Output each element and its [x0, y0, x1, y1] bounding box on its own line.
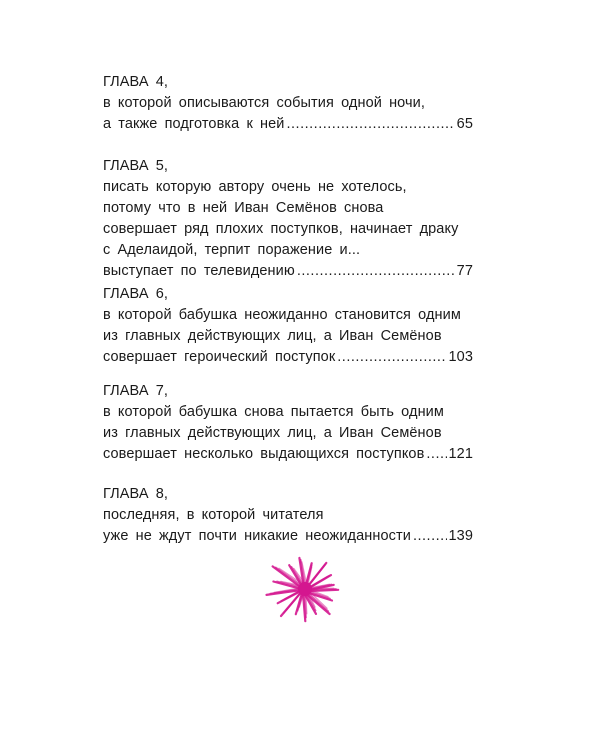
chapter-heading: ГЛАВА 4,: [103, 74, 169, 90]
toc-entry-chapter-7[interactable]: [103, 381, 473, 465]
toc-entry-chapter-8[interactable]: [103, 484, 473, 547]
chapter-description-line: из главных действующих лиц, а Иван Семёнов: [103, 425, 442, 441]
chapter-description-line: в которой описываются события одной ночи,: [103, 95, 426, 111]
chapter-description-line: совершает несколько выдающихся поступков: [103, 446, 425, 462]
pink-star-scribble-icon: [258, 553, 348, 631]
page-number: 139: [448, 528, 473, 544]
toc-entry-chapter-6[interactable]: [103, 284, 473, 368]
page-number: 103: [448, 349, 473, 365]
chapter-description-line: а также подготовка к ней: [103, 116, 285, 132]
chapter-description-line: выступает по телевидению: [103, 263, 295, 279]
chapter-description-line: с Аделаидой, терпит поражение и...: [103, 242, 361, 258]
chapter-heading: ГЛАВА 5,: [103, 158, 169, 174]
dot-leader: [426, 444, 446, 465]
chapter-description-line: из главных действующих лиц, а Иван Семёнов: [103, 328, 442, 344]
chapter-description-line: в которой бабушка снова пытается быть одним: [103, 404, 444, 420]
chapter-last-line: [103, 261, 473, 282]
chapter-description-line: последняя, в которой читателя: [103, 507, 324, 523]
chapter-heading: ГЛАВА 7,: [103, 383, 169, 399]
page-number: 77: [456, 263, 473, 279]
page-number: 65: [456, 116, 473, 132]
chapter-last-line: [103, 114, 473, 135]
chapter-last-line: [103, 526, 473, 547]
page-number: 121: [448, 446, 473, 462]
chapter-description-line: писать которую автору очень не хотелось,: [103, 179, 407, 195]
chapter-heading: ГЛАВА 8,: [103, 486, 169, 502]
chapter-last-line: [103, 347, 473, 368]
chapter-last-line: [103, 444, 473, 465]
toc-entry-chapter-4[interactable]: [103, 72, 473, 135]
chapter-description-line: уже не ждут почти никакие неожиданности: [103, 528, 411, 544]
chapter-description-line: совершает героический поступок: [103, 349, 336, 365]
chapter-description-line: в которой бабушка неожиданно становится одним: [103, 307, 461, 323]
dot-leader: [297, 261, 455, 282]
chapter-heading: ГЛАВА 6,: [103, 286, 169, 302]
chapter-description-line: совершает ряд плохих поступков, начинает драку: [103, 221, 459, 237]
chapter-description-line: потому что в ней Иван Семёнов снова: [103, 200, 384, 216]
dot-leader: [287, 114, 455, 135]
star-core: [298, 582, 312, 596]
dot-leader: [337, 347, 446, 368]
dot-leader: [413, 526, 447, 547]
toc-entry-chapter-5[interactable]: [103, 156, 473, 282]
